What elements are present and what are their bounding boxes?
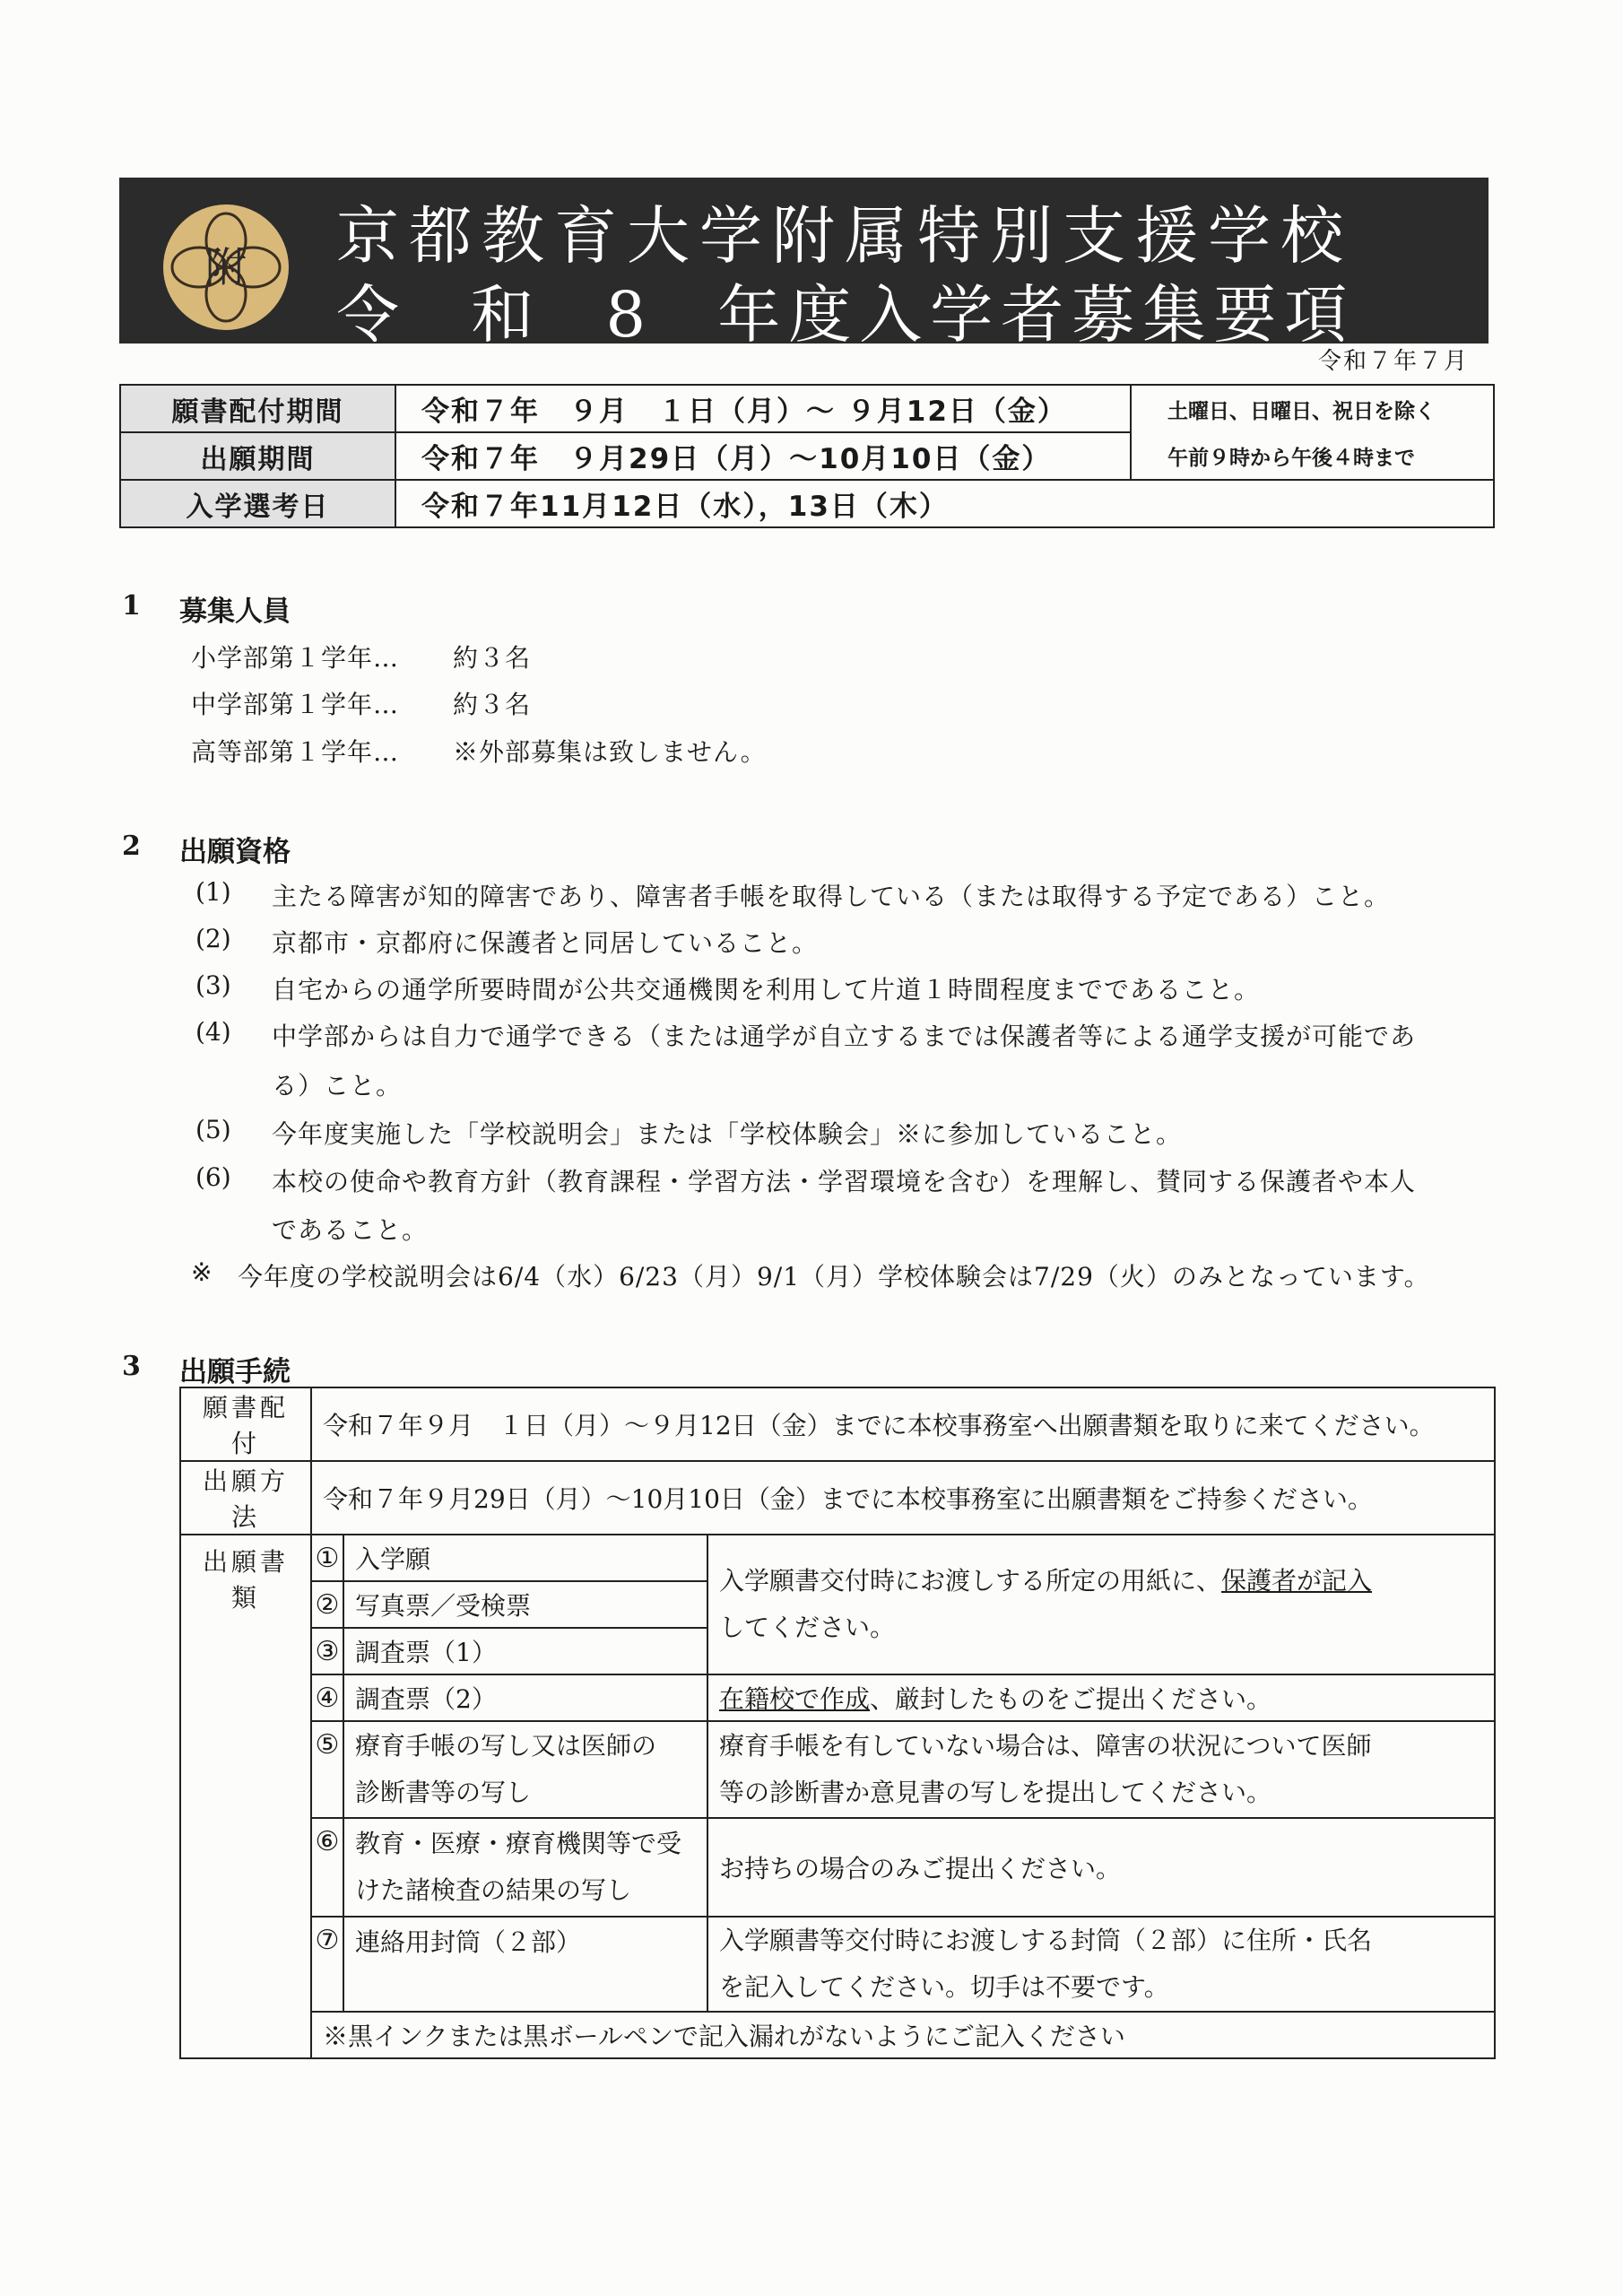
section-heading: 出願手続 (179, 1356, 291, 1388)
item-text: る）こと。 (272, 1071, 403, 1100)
svg-text:附: 附 (205, 243, 247, 291)
schedule-note-2: 午前９時から午後４時まで (1131, 432, 1494, 480)
item-text: 中学部からは自力で通学できる（または通学が自立するまでは保護者等による通学支援が可能であ (272, 1022, 1417, 1051)
recruit-label: 小学部第１学年… (191, 643, 400, 673)
doc-number: ⑤ (311, 1721, 343, 1818)
row-label: 願書配付 (180, 1387, 311, 1461)
doc-name: 連絡用封筒（２部） (343, 1917, 707, 2012)
item-text: 本校の使命や教育方針（教育課程・学習方法・学習環境を含む）を理解し、賛同する保護者や本人 (272, 1167, 1417, 1196)
doc-number: ② (311, 1581, 343, 1628)
row-text: 令和７年９月 １日（月）～９月12日（金）までに本校事務室へ出願書類を取りに来てください。 (311, 1387, 1495, 1461)
doc-number: ⑦ (311, 1917, 343, 2012)
section-number: 3 (122, 1351, 141, 1382)
school-seal-logo (163, 204, 289, 330)
note-text: 今年度の学校説明会は6/4（水）6/23（月）9/1（月）学校体験会は7/29（火）のみとなっています。 (238, 1262, 1430, 1292)
schedule-row (120, 480, 1494, 527)
item-number: (2) (195, 924, 231, 953)
doc-number: ③ (311, 1628, 343, 1674)
recruit-value: ※外部募集は致しません。 (453, 737, 767, 767)
doc-name: 教育・医療・療育機関等で受 けた諸検査の結果の写し (343, 1818, 707, 1917)
item-text: 今年度実施した「学校説明会」または「学校体験会」※に参加していること。 (272, 1119, 1183, 1149)
doc-number: ④ (311, 1674, 343, 1721)
doc-note: 入学願書等交付時にお渡しする封筒（２部）に住所・氏名 を記入してください。切手は不要です。 (707, 1917, 1495, 2012)
footer-note: ※黒インクまたは黒ボールペンで記入漏れがないようにご記入ください (311, 2012, 1495, 2058)
document-title: 令 和 8 年度入学者募集要項 (336, 278, 1356, 352)
recruit-label: 高等部第１学年… (191, 737, 400, 767)
item-number: (6) (195, 1162, 231, 1192)
doc-name: 入学願 (343, 1535, 707, 1581)
doc-name: 写真票／受検票 (343, 1581, 707, 1628)
schedule-row (120, 385, 1494, 432)
section-heading: 募集人員 (179, 596, 291, 628)
schedule-value: 令和７年 ９月 １日（月）～ ９月12日（金） (395, 385, 1131, 432)
item-number: (5) (195, 1115, 231, 1144)
item-number: (1) (195, 877, 231, 907)
item-text: 主たる障害が知的障害であり、障害者手帳を取得している（または取得する予定である）こと。 (272, 882, 1391, 911)
section-number: 1 (122, 590, 141, 622)
item-text: 京都市・京都府に保護者と同居していること。 (272, 928, 819, 958)
row-text: 令和７年９月29日（月）～10月10日（金）までに本校事務室に出願書類をご持参ください。 (311, 1461, 1495, 1535)
section-number: 2 (122, 831, 141, 862)
recruit-value: 約３名 (453, 643, 532, 673)
schedule-value: 令和７年 ９月29日（月）～10月10日（金） (395, 432, 1131, 480)
row-label: 出願書類 (180, 1535, 311, 2058)
recruit-label: 中学部第１学年… (191, 690, 400, 719)
item-text: 自宅からの通学所要時間が公共交通機関を利用して片道１時間程度までであること。 (272, 975, 1261, 1004)
schedule-note-1: 土曜日、日曜日、祝日を除く (1131, 385, 1494, 432)
issue-date: 令和７年７月 (1318, 348, 1470, 375)
schedule-label: 入学選考日 (120, 480, 395, 527)
schedule-label: 願書配付期間 (120, 385, 395, 432)
doc-note: 在籍校で作成、厳封したものをご提出ください。 (707, 1674, 1495, 1721)
recruit-value: 約３名 (453, 690, 532, 719)
school-title: 京都教育大学附属特別支援学校 (336, 199, 1353, 273)
doc-note: お持ちの場合のみご提出ください。 (707, 1818, 1495, 1917)
doc-note: 療育手帳を有していない場合は、障害の状況について医師 等の診断書か意見書の写しを提出してください。 (707, 1721, 1495, 1818)
schedule-label: 出願期間 (120, 432, 395, 480)
doc-number: ① (311, 1535, 343, 1581)
schedule-row (120, 432, 1494, 480)
item-number: (4) (195, 1017, 231, 1047)
procedure-table (179, 1387, 1496, 2059)
item-number: (3) (195, 970, 231, 1000)
item-text: であること。 (272, 1215, 429, 1245)
doc-number: ⑥ (311, 1818, 343, 1917)
row-label: 出願方法 (180, 1461, 311, 1535)
schedule-value: 令和７年11月12日（水），13日（木） (395, 480, 1494, 527)
note-mark: ※ (191, 1257, 213, 1287)
doc-note: 入学願書交付時にお渡しする所定の用紙に、保護者が記入 してください。 (707, 1535, 1495, 1674)
doc-name: 調査票（2） (343, 1674, 707, 1721)
doc-name: 調査票（1） (343, 1628, 707, 1674)
schedule-table (119, 384, 1495, 528)
doc-name: 療育手帳の写し又は医師の 診断書等の写し (343, 1721, 707, 1818)
section-heading: 出願資格 (179, 836, 291, 868)
